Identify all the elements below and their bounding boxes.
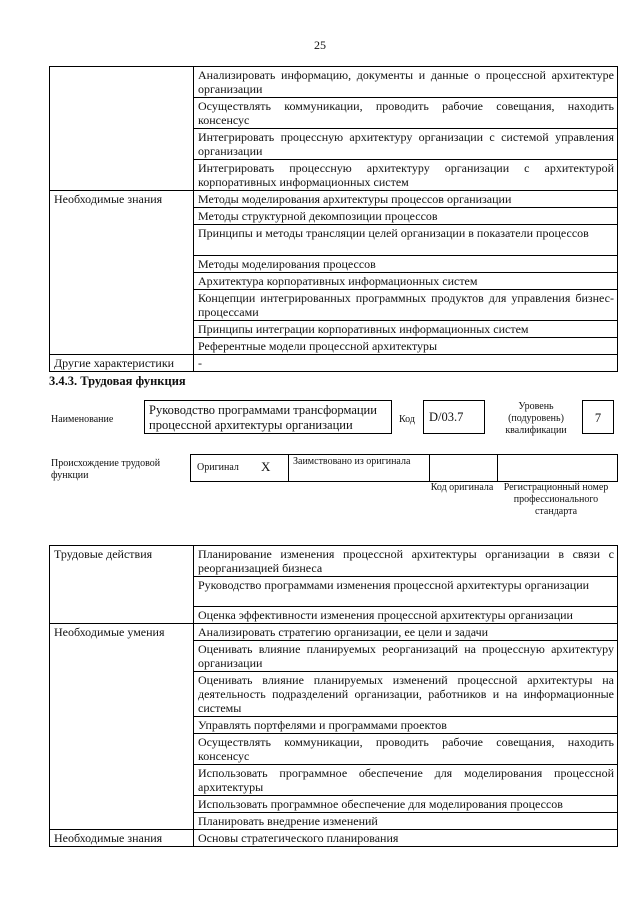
function-code-box: [423, 400, 485, 434]
row-content: Осуществлять коммуникации, проводить рабочие совещания, находить консенсус: [194, 734, 618, 765]
row-content: Принципы интеграции корпоративных информационных систем: [194, 321, 618, 338]
table-row: [50, 813, 618, 830]
row-label: [50, 160, 194, 191]
table-row: [50, 67, 618, 98]
table-row: [50, 796, 618, 813]
table-row: [50, 191, 618, 208]
row-label: [50, 208, 194, 225]
page-number: 25: [314, 38, 326, 52]
table-row: [50, 273, 618, 290]
table-row: [50, 672, 618, 717]
row-content: Методы моделирования процессов: [194, 256, 618, 273]
row-label: [50, 321, 194, 338]
origin-label: Происхождение трудовой функции: [51, 458, 161, 481]
row-label: [50, 641, 194, 672]
row-label: Трудовые действия: [50, 546, 194, 577]
row-label: [50, 717, 194, 734]
row-label: [50, 338, 194, 355]
row-content: Анализировать информацию, документы и данные о процессной архитектуре организации: [194, 67, 618, 98]
table-row: [50, 355, 618, 372]
original-mark: X: [261, 459, 271, 474]
table-row: [50, 734, 618, 765]
table-row: [50, 225, 618, 256]
row-content: Оценка эффективности изменения процессной архитектуры организации: [194, 607, 618, 624]
row-label: [50, 225, 194, 256]
row-label: [50, 98, 194, 129]
row-label: [50, 734, 194, 765]
row-label: [50, 290, 194, 321]
row-label: [50, 256, 194, 273]
table-row: [50, 717, 618, 734]
table-row: [50, 830, 618, 847]
row-content: Принципы и методы трансляции целей организации в показатели процессов: [194, 225, 618, 256]
row-label: [50, 607, 194, 624]
row-label: [50, 796, 194, 813]
row-label: [50, 813, 194, 830]
row-content: Основы стратегического планирования: [194, 830, 618, 847]
row-label: [50, 67, 194, 98]
function-name: Руководство программами трансформации процессной архитектуры организации: [149, 403, 377, 432]
level-label: Уровень (подуровень) квалификации: [505, 401, 567, 436]
table-row: [50, 160, 618, 191]
row-content: Использовать программное обеспечение для моделирования процессной архитектуры: [194, 765, 618, 796]
table-row: [50, 607, 618, 624]
table-row: [50, 321, 618, 338]
original-label: Оригинал: [197, 462, 239, 473]
code-label: Код: [399, 414, 415, 425]
row-label: Необходимые знания: [50, 830, 194, 847]
row-label: [50, 273, 194, 290]
divider: [288, 455, 289, 481]
table-row: [50, 624, 618, 641]
top-competency-table: [49, 66, 618, 372]
level-value: 7: [594, 411, 602, 425]
table-row: [50, 765, 618, 796]
table-row: [50, 546, 618, 577]
row-content: Оценивать влияние планируемых реорганизаций на процессную архитектуру организации: [194, 641, 618, 672]
origin-box: [190, 454, 618, 482]
row-label: Другие характеристики: [50, 355, 194, 372]
row-content: Управлять портфелями и программами проектов: [194, 717, 618, 734]
row-content: Архитектура корпоративных информационных систем: [194, 273, 618, 290]
row-label: Необходимые умения: [50, 624, 194, 641]
row-content: Оценивать влияние планируемых изменений процессной архитектуры на деятельность подразделений организации, работников и на информационные системы: [194, 672, 618, 717]
reg-caption: Регистрационный номер профессионального стандарта: [503, 482, 609, 517]
row-label: [50, 577, 194, 607]
row-content: Осуществлять коммуникации, проводить рабочие совещания, находить консенсус: [194, 98, 618, 129]
table-row: [50, 338, 618, 355]
row-content: Руководство программами изменения процессной архитектуры организации: [194, 577, 618, 607]
row-content: -: [194, 355, 618, 372]
table-row: [50, 290, 618, 321]
row-label: [50, 672, 194, 717]
divider: [497, 455, 498, 481]
table-row: [50, 256, 618, 273]
borrowed-label: Заимствовано из оригинала: [293, 456, 411, 467]
function-name-box: [144, 400, 392, 434]
table-row: [50, 129, 618, 160]
section-heading: 3.4.3. Трудовая функция: [49, 374, 186, 388]
code-caption: Код оригинала: [430, 482, 494, 493]
table-row: [50, 98, 618, 129]
table-row: [50, 208, 618, 225]
row-content: Концепции интегрированных программных продуктов для управления бизнес-процессами: [194, 290, 618, 321]
function-code: D/03.7: [429, 410, 464, 424]
row-content: Интегрировать процессную архитектуру организации с системой управления организации: [194, 129, 618, 160]
row-content: Анализировать стратегию организации, ее цели и задачи: [194, 624, 618, 641]
level-value-box: [582, 400, 614, 434]
row-content: Методы структурной декомпозиции процессов: [194, 208, 618, 225]
bottom-function-table: [49, 545, 618, 847]
divider: [429, 455, 430, 481]
row-label: Необходимые знания: [50, 191, 194, 208]
table-row: [50, 577, 618, 607]
row-content: Планирование изменения процессной архитектуры организации в связи с реорганизацией бизнеса: [194, 546, 618, 577]
row-label: [50, 765, 194, 796]
name-label: Наименование: [51, 414, 114, 425]
row-content: Интегрировать процессную архитектуру организации с архитектурой корпоративных информационных систем: [194, 160, 618, 191]
row-label: [50, 129, 194, 160]
row-content: Методы моделирования архитектуры процессов организации: [194, 191, 618, 208]
row-content: Референтные модели процессной архитектуры: [194, 338, 618, 355]
row-content: Планировать внедрение изменений: [194, 813, 618, 830]
table-row: [50, 641, 618, 672]
row-content: Использовать программное обеспечение для моделирования процессов: [194, 796, 618, 813]
